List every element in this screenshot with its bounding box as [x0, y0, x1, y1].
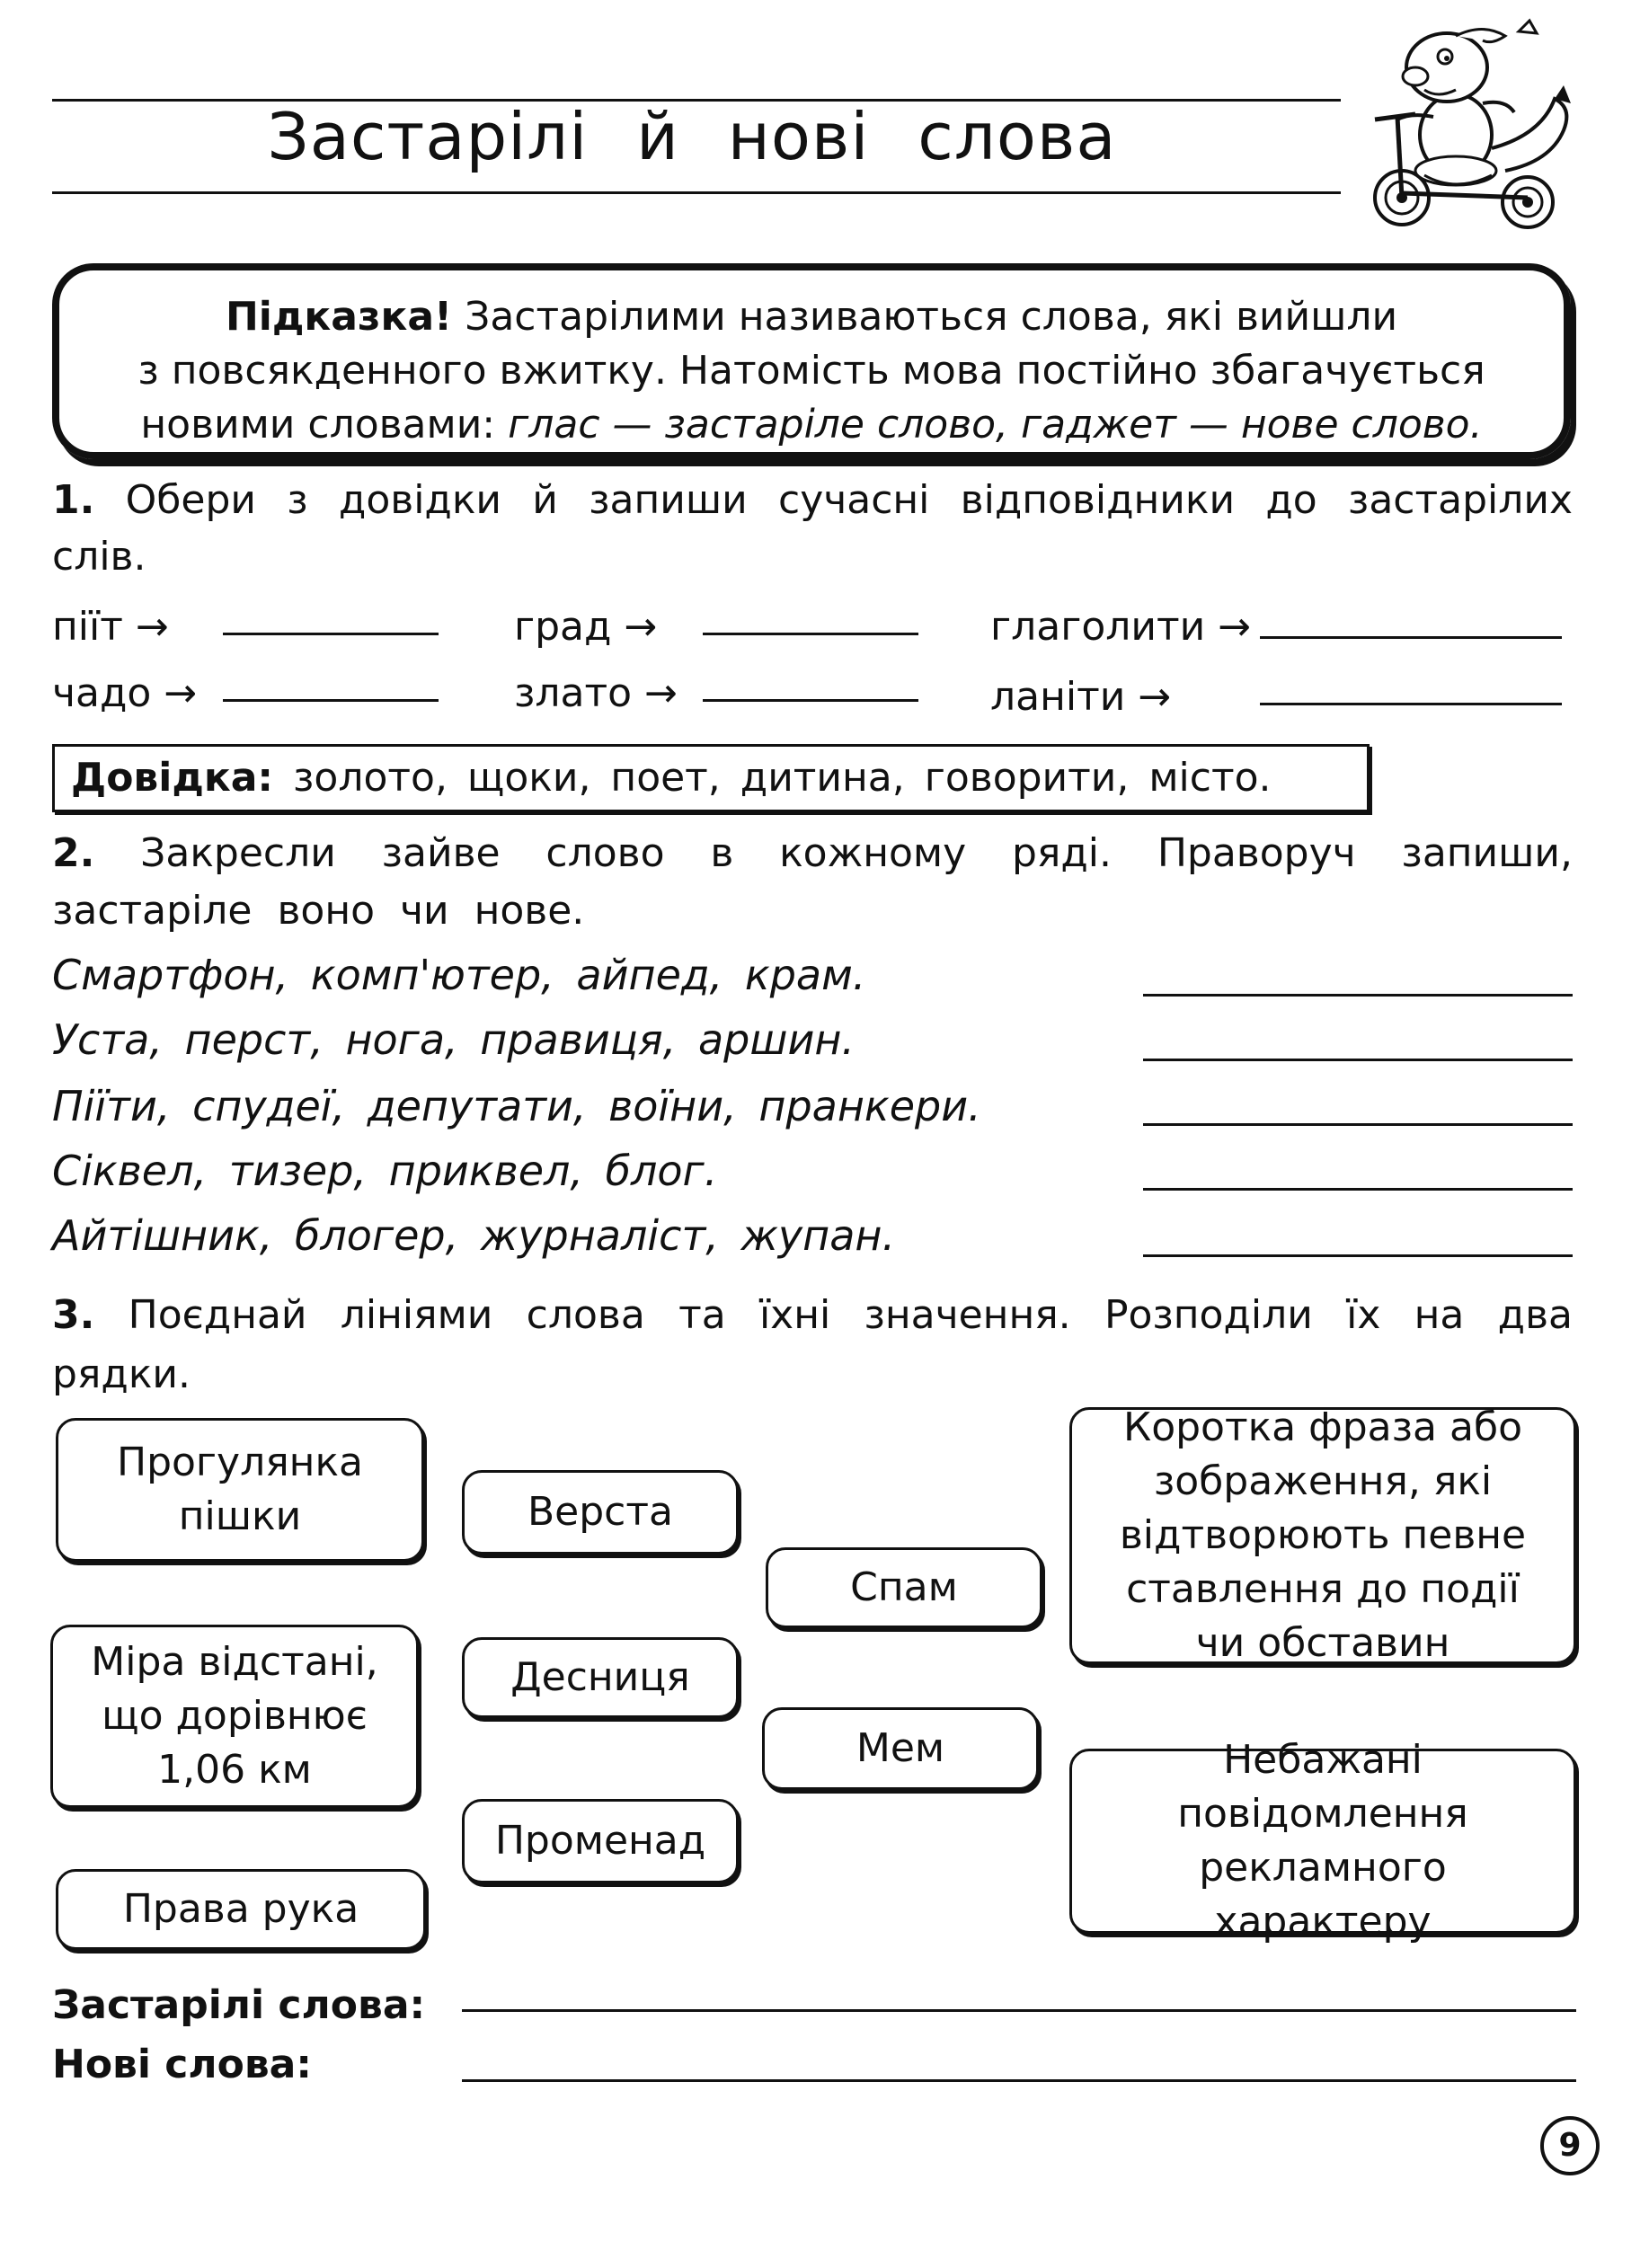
task-3-text-2: рядки. — [52, 1351, 191, 1397]
task-1-word-2: град → — [514, 604, 658, 650]
word-card[interactable]: Спам — [766, 1547, 1042, 1628]
hint-box — [52, 263, 1571, 459]
task-1-text-2: слів. — [52, 534, 146, 580]
meaning-card[interactable]: Небажані повідомлення рекламного характеру — [1069, 1749, 1576, 1934]
task-2-text — [52, 825, 1573, 882]
old-words-label: Застарілі слова: — [52, 1982, 426, 2028]
task-2-instruction: Закресли зайве слово в кожному ряді. Праворуч запиши, — [140, 830, 1573, 876]
answer-line[interactable] — [462, 2079, 1576, 2082]
meaning-card[interactable]: Прогулянка пішки — [56, 1418, 424, 1562]
task-2-text-2: застаріле воно чи нове. — [52, 888, 585, 934]
answer-line[interactable] — [1260, 636, 1562, 639]
task-1-word-5: злато → — [514, 670, 678, 716]
hint-example: глас — застаріле слово, гаджет — нове слово. — [508, 402, 1483, 447]
reference-words: золото, щоки, поет, дитина, говорити, місто. — [293, 755, 1272, 801]
task-1-number: 1. — [52, 477, 95, 523]
word-card[interactable]: Мем — [762, 1707, 1039, 1790]
answer-line[interactable] — [703, 633, 918, 635]
header-bottom-line — [52, 191, 1341, 194]
answer-line[interactable] — [1143, 1188, 1573, 1191]
answer-line[interactable] — [1260, 703, 1562, 705]
word-card[interactable]: Променад — [462, 1799, 739, 1883]
answer-line[interactable] — [703, 699, 918, 702]
answer-line[interactable] — [1143, 1059, 1573, 1061]
dragon-scooter-illustration — [1348, 13, 1604, 238]
task-1-word-1: піїт → — [52, 604, 169, 650]
task-1-word-6: ланіти → — [990, 674, 1172, 720]
task-3-text — [52, 1287, 1573, 1344]
page-title: Застарілі й нові слова — [267, 99, 1117, 174]
answer-line[interactable] — [462, 2009, 1576, 2012]
task-2-number: 2. — [52, 830, 95, 876]
task-3-instruction: Поєднай лініями слова та їхні значення. Розподіли їх на два — [128, 1292, 1573, 1338]
task-2-row: Уста, перст, нога, правиця, аршин. — [52, 1015, 856, 1064]
task-1-instruction: Обери з довідки й запиши сучасні відповідники до застарілих — [125, 477, 1573, 523]
task-2-row: Айтішник, блогер, журналіст, жупан. — [52, 1211, 896, 1260]
reference-label: Довідка: — [71, 755, 274, 801]
task-1-word-3: глаголити → — [990, 604, 1252, 650]
answer-line[interactable] — [1143, 1254, 1573, 1257]
new-words-label: Нові слова: — [52, 2042, 312, 2087]
task-2-row: Сіквел, тизер, приквел, блог. — [52, 1147, 718, 1195]
meaning-card[interactable]: Права рука — [56, 1869, 426, 1950]
answer-line[interactable] — [1143, 1123, 1573, 1126]
task-3-number: 3. — [52, 1292, 95, 1338]
answer-line[interactable] — [223, 633, 439, 635]
word-card[interactable]: Десниця — [462, 1637, 739, 1718]
hint-line-3: новими словами: — [140, 402, 496, 447]
task-2-row: Піїти, спудеї, депутати, воїни, пранкери. — [52, 1082, 981, 1130]
word-card[interactable]: Верста — [462, 1470, 739, 1555]
answer-line[interactable] — [1143, 994, 1573, 997]
hint-line-1: Застарілими називаються слова, які вийшли — [465, 294, 1398, 340]
page-number: 9 — [1540, 2116, 1600, 2175]
task-2-row: Смартфон, комп'ютер, айпед, крам. — [52, 951, 866, 999]
task-1-text — [52, 472, 1573, 529]
answer-line[interactable] — [223, 699, 439, 702]
task-1-word-4: чадо → — [52, 670, 198, 716]
meaning-card[interactable]: Коротка фраза або зображення, які відтворюють певне ставлення до події чи обставин — [1069, 1407, 1576, 1664]
hint-label: Підказка! — [225, 294, 453, 340]
meaning-card[interactable]: Міра відстані, що дорівнює 1,06 км — [50, 1625, 419, 1808]
hint-line-2: з повсякденного вжитку. Натомість мова постійно збагачується — [137, 348, 1485, 394]
reference-box — [52, 744, 1370, 812]
